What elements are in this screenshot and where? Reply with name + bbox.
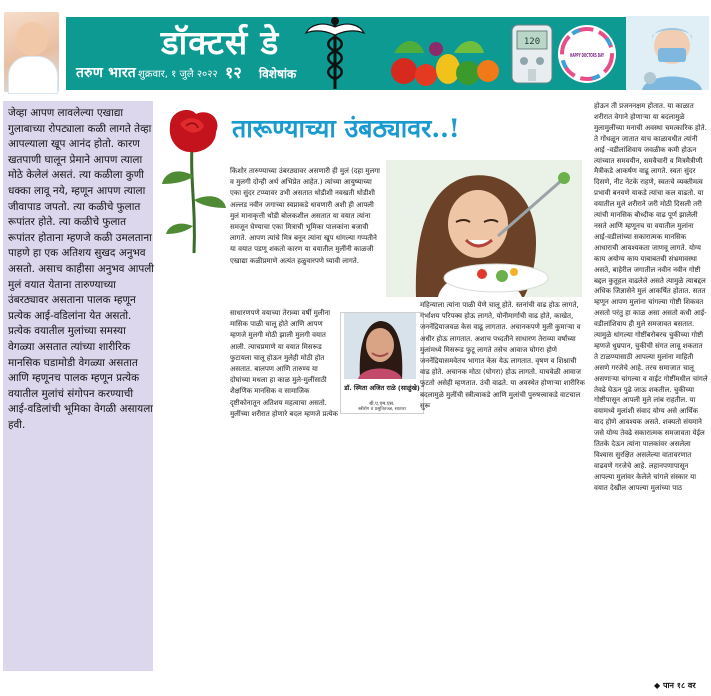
masthead [0,0,711,94]
page-number: १२ [225,63,242,82]
author-role: स्त्रीरोग व प्रसूतितज्ज्ञ, सातारा [358,407,406,412]
issue-date: शुक्रवार, १ जुलै २०२२ [138,69,218,80]
vegetables-image [384,23,504,89]
article-column-2: महिन्याला त्यांना पाळी येणे चालू होते. स्तनांची वाढ होऊ लागते, गर्भाशय परिपक्व होऊ लागते, योनीमार्गाची वाढ होते, काखेत, जननेंद्रियाजवळ केस वाढू लागतात. अचानकपणे मुली कुमाऱ्या व अधीर होऊ लागतात. अशाच पध्दतीने साधारण तेराव्या वर्षांच्या मुलांमध्ये मिसरूड फुटू लागते तसेच आवाज घोगरा होणे जननेंद्रियासमवेतच भागात केस येऊ लागतात. वृषण व शिश्नाची वाढ होते. अचानक मोठा (घोगरा) होऊ लागतो. याचवेळी आवाज फुटतो असेही म्हणतात. उंची वाढते. या अवस्थेत होणाऱ्या शारीरिक बदलामुळे मुलींची स्त्रीत्वाकडे आणि मुलांची पुरुषत्त्वाकडे वाटचाल सुरू [420,301,585,410]
masthead-banner [66,17,709,90]
article-title: तारूण्याच्या उंबठ्यावर..! [232,114,460,143]
article-column-3: होऊन ती प्रजननक्षम होतात. या काळात शरीरात वेगाने होणाऱ्या या बदलामुळे मुलामुलींच्या मनाची अवस्था चमत्कारिक होते. ते गोंधळून जातात याच काळावधीत त्यांनी आई -वडीलांशिवाय जवळीक कमी होऊन त्यांच्यात समवयीन, समवैचारी व मित्रमैत्रीणी मैत्रीकडे आकर्षण वाढू लागते. स्वतः सुंदर दिसणे, नीट नेटके राहणे, स्वतःचे व्यक्तीमत्व प्रभावी बनवणे याकडे त्यांचा कल वाढतो. या वयातील मुले शरीराने जरी मोठी दिसली तरी त्यांची मानसिक बौध्दीक वाढ पूर्ण झालेली नसते आणि म्हणूनच या वयातील मुलांना आई-वडीलांच्या सकारात्मक मानसिक आधाराची आवश्यकता जाणवू लागते. योग्य काय अयोग्य काय याबाबतची संभ्रमावस्था असते, बाहेरील जगातील नवीन नवीन गोष्टी बद्दल कुतूहल वाढलेले असते त्यामुळे त्याबद्दल अधिक जिज्ञासेने मुलं आकर्षित होतात. सतत म्हणून आपण मुलांना चांगल्या गोष्टी शिकवत असतो परंतु हा काळ असा असतो कधी आई-वडीलांशिवाय ही मुले समजावत बसतात. त्यामुळे धांगल्या गोष्टींबरोबरच चुकीच्या गोष्टी म्हणजे धुम्रपान, चुकीची संगत लावू शकतात ते टाळण्यासाठी आपल्या मुलांना माहिती असणे गरजेचे आहे. तरच समाजात चालू असणाऱ्या चांगल्या व वाईट गोष्टींमधील चांगले तेवढे घेऊन पुढे जाऊ शकतील. चुकीच्या गोष्टीपासून आपली मुले लांब राहतील. या वयामध्ये मुलांशी संवाद योग्य असे आर्थिक वाद होणे आवश्यक असते. शक्यतो संयमाने जसे योग्य तेवढे सकारात्मक समजावता येईल तितके देऊन त्यांना पालकांवर असलेला विश्वास सुरक्षित असलेल्या वातावरणात वाढवणे गरजेचे आहे. लहानपणापासून आपल्या मुलांवर केलेले चांगले संस्कार या वयात देखील आपल्या मुलांच्या पाठ [594,102,708,492]
doctors-day-logo [556,23,618,85]
masthead-title: डॉक्टर्स डे [161,23,280,62]
rose-image [156,108,230,253]
supplement-label: विशेषांक [259,67,297,81]
girl-eating-salad-photo [386,160,582,297]
baby-photo [4,12,59,92]
intro-text: जेव्हा आपण लावलेल्या एखाद्या गुलाबाच्या रोपट्याला कळी लागते तेव्हा आपल्याला खूप आनंद होतो. कारण खतपाणी घालून प्रेमाने आपण त्याला मोठे केलेलं असतं. त्या कळीला कुणी धक्का लावू नये, म्हणून आपण त्याला जीवापाड जपतो. त्या कळीचे फुलात रूपांतर होते. त्या कळीचे फुलात रूपांतर होताना म्हणजे कळी उमलताना पाहणे हा एक अतिशय सुखद अनुभव असतो. असाच काहीसा अनुभव आपली मुलं वयात येताना तारुण्याच्या उंबरठ्यावर असताना पालक म्हणून प्रत्येक आई-वडिलांना येत असतो. प्रत्येक वयातील मुलांच्या समस्या वेगळ्या असतात त्यांच्या शारीरिक मानसिक घडामोडी वेगळ्या असतात आणि म्हणूनच पालक म्हणून प्रत्येक वयातील मुलांचं संगोपन करण्याची आई-वडिलांची भूमिका वेगळी असायला हवी. [8,107,154,431]
svg-text:120: 120 [523,37,541,47]
doctor-photo [626,16,709,90]
author-credentials: बी.ए.एम.एस. [369,401,395,407]
article-column-1-top: किशोर तारुण्याच्या उंबरठ्यावर असणारी ही मुलं (दहा मुलगा व मुलगी दोन्ही अर्थ अभिप्रेत आहेत.) त्यांच्या आयुष्याच्या एका सुंदर टप्प्यावर उभी असतात थोडीशी नवखती थोडीशी अल्लड नवीन जगाच्या स्वप्नाकडे धावणारी अशी ही आपली मुलं मानाकृत्ती थोडी बोलकशील असतात या वयात त्यांना समजून घेण्याचा एका मित्राची भूमिका पालकांना बजावी लागते. आपण त्यांचे मित्र बनून त्यांना खूप धांगल्या गप्पतीने या वयात पडणू शकतो कारण या वयातील मुलींनी काळजी एखाद्या कळीप्रमाणे अत्यंत हळुवारपणे घ्यावी लागते. [230,167,380,265]
continued-on-page: ◆ पान १८ वर [654,681,696,690]
brand-logo: तरुण भारत [76,65,136,81]
article-column-1-bottom: साधारणपणे वयाच्या तेराव्या वर्षी मुलीना मासिक पाळी चालू होते आणि आपण म्हणजे मुलगी मोठी झाली मुलगी वयात आली. त्याचप्रमाणे या वयात मिसरूड फुटायला चालू होऊन मुलेही मोठी होत असतात. बालपण आणि तारुण्य या दोघांच्या मधला हा काळ मुले-मुलींसाठी शैक्षणिक मानसिक व सामाजिक दृष्टीकोनातून अतिशय महत्वाचा असतो. मुलींच्या शरीरात होणारे बदल म्हणजे प्रत्येक [230,309,338,418]
baby-body [8,56,58,94]
doctors-day-logo-text: HAPPY DOCTORS DAY [570,53,605,59]
caduceus-icon [304,15,366,91]
author-photo [344,313,416,379]
author-name: डॉ. स्मिता अजित राळे (साळुंखे) [344,384,420,392]
glucose-meter-icon [506,21,558,87]
baby-face [16,22,48,56]
